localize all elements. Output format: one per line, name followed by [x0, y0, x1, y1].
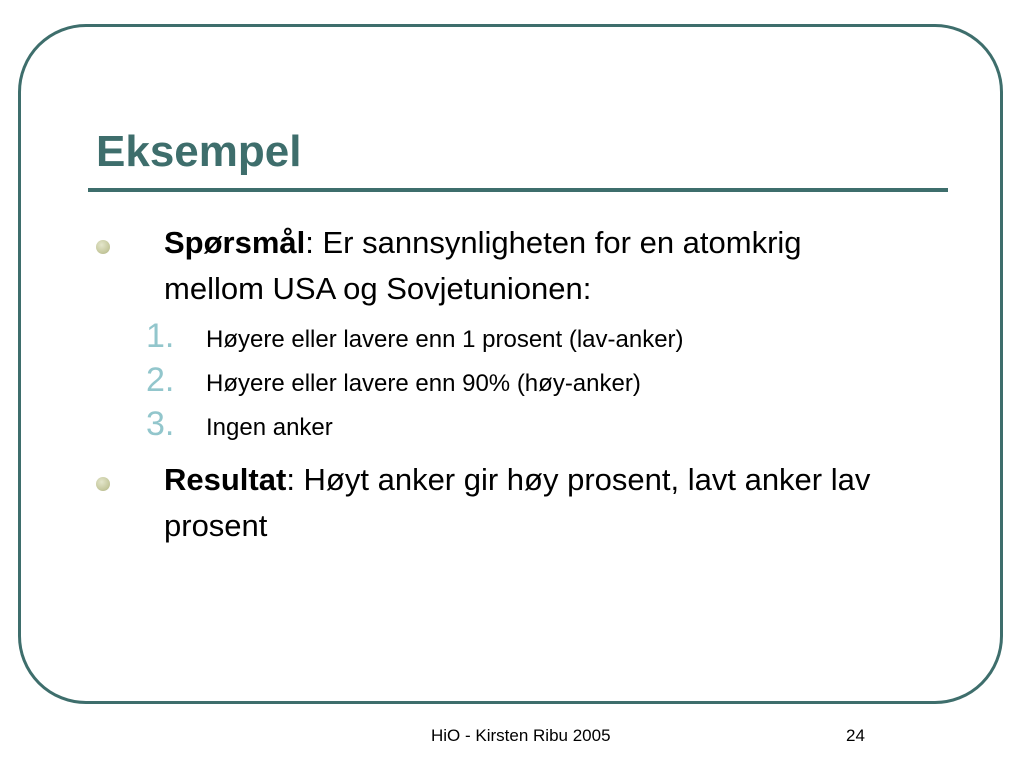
slide-title: Eksempel [96, 127, 302, 176]
bullet-question [164, 220, 904, 312]
list-number: 3. [146, 405, 175, 443]
bullet-dot-icon [96, 477, 110, 491]
list-number: 2. [146, 361, 175, 399]
bullet-question-text: : Er sannsynligheten for en atomkrig mellom USA og Sovjetunionen: [164, 225, 802, 306]
bullet-dot-icon [96, 240, 110, 254]
list-item-text: Høyere eller lavere enn 1 prosent (lav-anker) [206, 326, 684, 353]
list-item [146, 358, 906, 402]
list-item-text: Høyere eller lavere enn 90% (høy-anker) [206, 370, 641, 397]
title-underline [88, 188, 948, 192]
bullet-result-text: : Høyt anker gir høy prosent, lavt anker lav prosent [164, 462, 871, 543]
numbered-list [146, 314, 906, 446]
footer-author: HiO - Kirsten Ribu 2005 [431, 726, 611, 745]
bullet-question-label: Spørsmål [164, 225, 306, 260]
list-item-text: Ingen anker [206, 414, 333, 441]
list-item [146, 314, 906, 358]
footer-page-number: 24 [846, 726, 865, 745]
bullet-result [164, 457, 904, 549]
list-number: 1. [146, 317, 175, 355]
list-item [146, 402, 906, 446]
bullet-result-label: Resultat [164, 462, 287, 497]
